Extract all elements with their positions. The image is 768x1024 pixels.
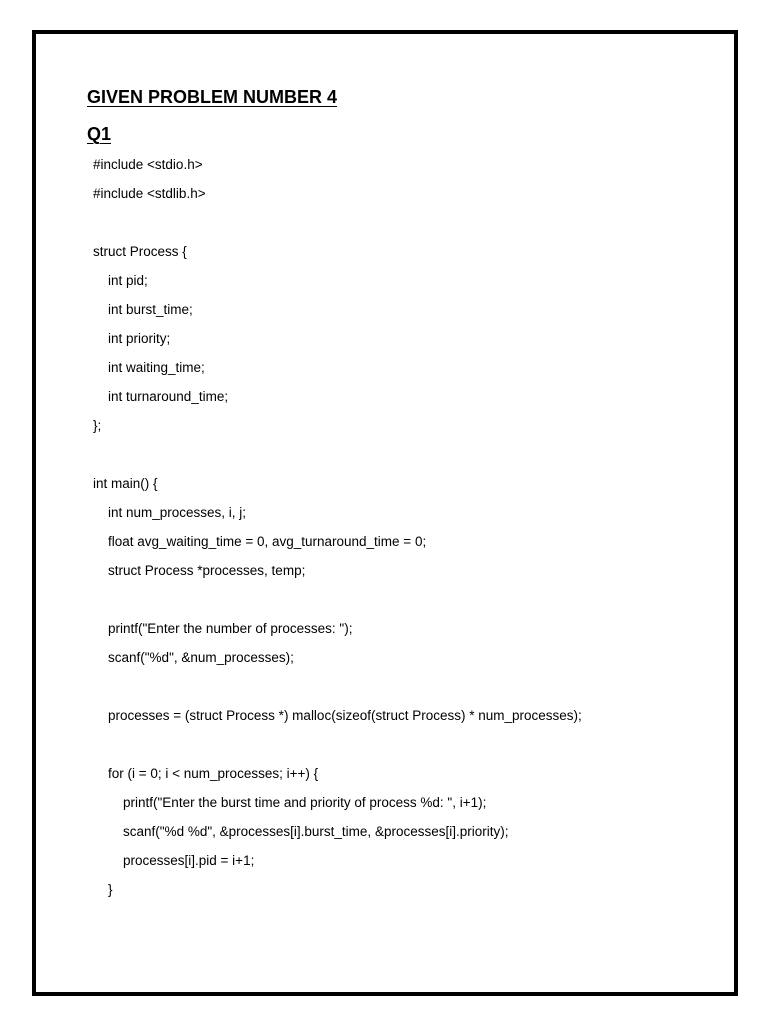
code-line: int num_processes, i, j;	[93, 505, 247, 520]
code-line: #include <stdlib.h>	[93, 186, 206, 201]
code-line	[93, 440, 713, 469]
code-line	[93, 730, 713, 759]
document-title: GIVEN PROBLEM NUMBER 4	[87, 87, 338, 107]
code-line: };	[93, 418, 102, 433]
code-line	[93, 208, 713, 237]
code-line: int main() {	[93, 476, 158, 491]
code-line: int waiting_time;	[93, 360, 205, 375]
code-line: struct Process {	[93, 244, 187, 259]
code-line: int pid;	[93, 273, 148, 288]
code-line: #include <stdio.h>	[93, 157, 203, 172]
code-line: }	[93, 882, 113, 897]
code-line: struct Process *processes, temp;	[93, 563, 306, 578]
code-line: printf("Enter the number of processes: ");	[93, 621, 353, 636]
code-line: for (i = 0; i < num_processes; i++) {	[93, 766, 319, 781]
question-label: Q1	[87, 124, 112, 144]
code-line: processes = (struct Process *) malloc(sizeof(struct Process) * num_processes);	[93, 708, 582, 723]
code-line: int burst_time;	[93, 302, 193, 317]
code-line: scanf("%d", &num_processes);	[93, 650, 294, 665]
code-line: processes[i].pid = i+1;	[93, 853, 255, 868]
code-listing	[93, 150, 713, 904]
code-line: float avg_waiting_time = 0, avg_turnaround_time = 0;	[93, 534, 427, 549]
code-line	[93, 672, 713, 701]
code-line: int turnaround_time;	[93, 389, 229, 404]
code-line: scanf("%d %d", &processes[i].burst_time, &processes[i].priority);	[93, 824, 509, 839]
code-line: int priority;	[93, 331, 171, 346]
code-line	[93, 585, 713, 614]
code-line: printf("Enter the burst time and priority of process %d: ", i+1);	[93, 795, 487, 810]
